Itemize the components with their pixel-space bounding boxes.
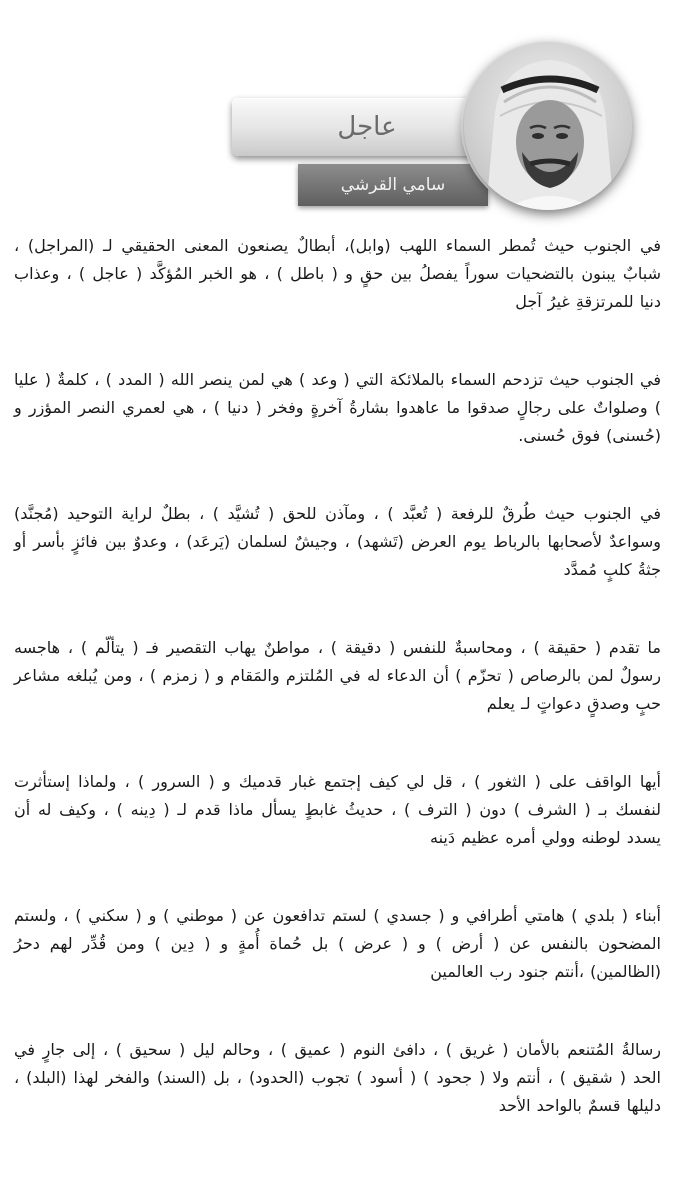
- title-banner: [232, 98, 502, 156]
- article-paragraph: في الجنوب حيث تُمطر السماء اللهب (وابل)، أبطالٌ يصنعون المعنى الحقيقي لـ (المراجل) ، شبابٌ يبنون بالتضحيات سوراً يفصلُ بين حقٍ و ( باطل ) ، هو الخبر المُؤكَّد ( عاجل ) ، وعذاب دنيا للمرتزقةِ غيرُ آجل: [14, 236, 661, 311]
- author-name: سامي القرشي: [340, 175, 446, 195]
- article-paragraph: أيها الواقف على ( الثغور ) ، قل لي كيف إجتمع غبار قدميك و ( السرور ) ، ولماذا إستأثرت لنفسك بـ ( الشرف ) دون ( الترف ) ، حديثُ غابطٍ يسأل ماذا قدم لـ ( دِينه ) ، وكيف له أن يسدد لوطنه وولي أمره عظيم دَينه: [14, 772, 661, 847]
- article-paragraph: ما تقدم ( حقيقة ) ، ومحاسبةٌ للنفس ( دقيقة ) ، مواطنٌ يهاب التقصير فـ ( يتألّم ) ، هاجسه رسولٌ لمن بالرصاص ( تحزّم ) أن الدعاء له في المُلتزم والمَقام و ( زمزم ) ، ومن يُبلغه مشاعر حبٍ وصدقٍ دعواتٍ لـ يعلم: [14, 638, 661, 713]
- article-paragraph: في الجنوب حيث تزدحم السماء بالملائكة التي ( وعد ) هي لمن ينصر الله ( المدد ) ، كلمةٌ ( عليا ) وصلواتٌ على رجالٍ صدقوا ما عاهدوا بشارةُ آخرةٍ وفخر ( دنيا ) ، هي لعمري النصر المؤزر و (حُسنى) فوق حُسنى.: [14, 370, 661, 445]
- article-title: عاجل: [337, 112, 397, 142]
- article-body: [14, 232, 661, 1120]
- author-banner: [298, 164, 488, 206]
- author-avatar: [464, 42, 632, 210]
- article-paragraph: في الجنوب حيث طُرقٌ للرفعة ( تُعبَّد ) ، ومآذن للحق ( تُشيَّد ) ، بطلٌ لراية التوحيد (مُجنَّد) وسواعدٌ لأصحابها بالرباط يوم العرض (تَشهد) ، وجيشٌ لسلمان (يَرعَد) ، وعدوٌ بين فائزٍ بأسر أو جثةُ كلبٍ مُمدَّد: [14, 504, 661, 579]
- article-paragraph: رسالةُ المُتنعم بالأمان ( غريق ) ، دافئ النوم ( عميق ) ، وحالم ليل ( سحيق ) ، إلى جارٍ في الحد ( شقيق ) ، أنتم ولا ( جحود ) ( أسود ) تجوب (الحدود) ، بل (السند) والفخر لهذا (البلد) ، دليلها قسمٌ بالواحد الأحد: [14, 1040, 661, 1115]
- article-paragraph: أبناء ( بلدي ) هامتي أطرافي و ( جسدي ) لستم تدافعون عن ( موطني ) و ( سكني ) ، ولستم المضحون بالنفس عن ( أرض ) و ( عرض ) بل حُماة أُمةٍ و ( دِين ) ومن قُدِّر لهم دحرُ (الظالمين) ،أنتم جنود رب العالمين: [14, 906, 661, 981]
- author-portrait-image: [464, 42, 632, 210]
- article-header: [0, 0, 675, 215]
